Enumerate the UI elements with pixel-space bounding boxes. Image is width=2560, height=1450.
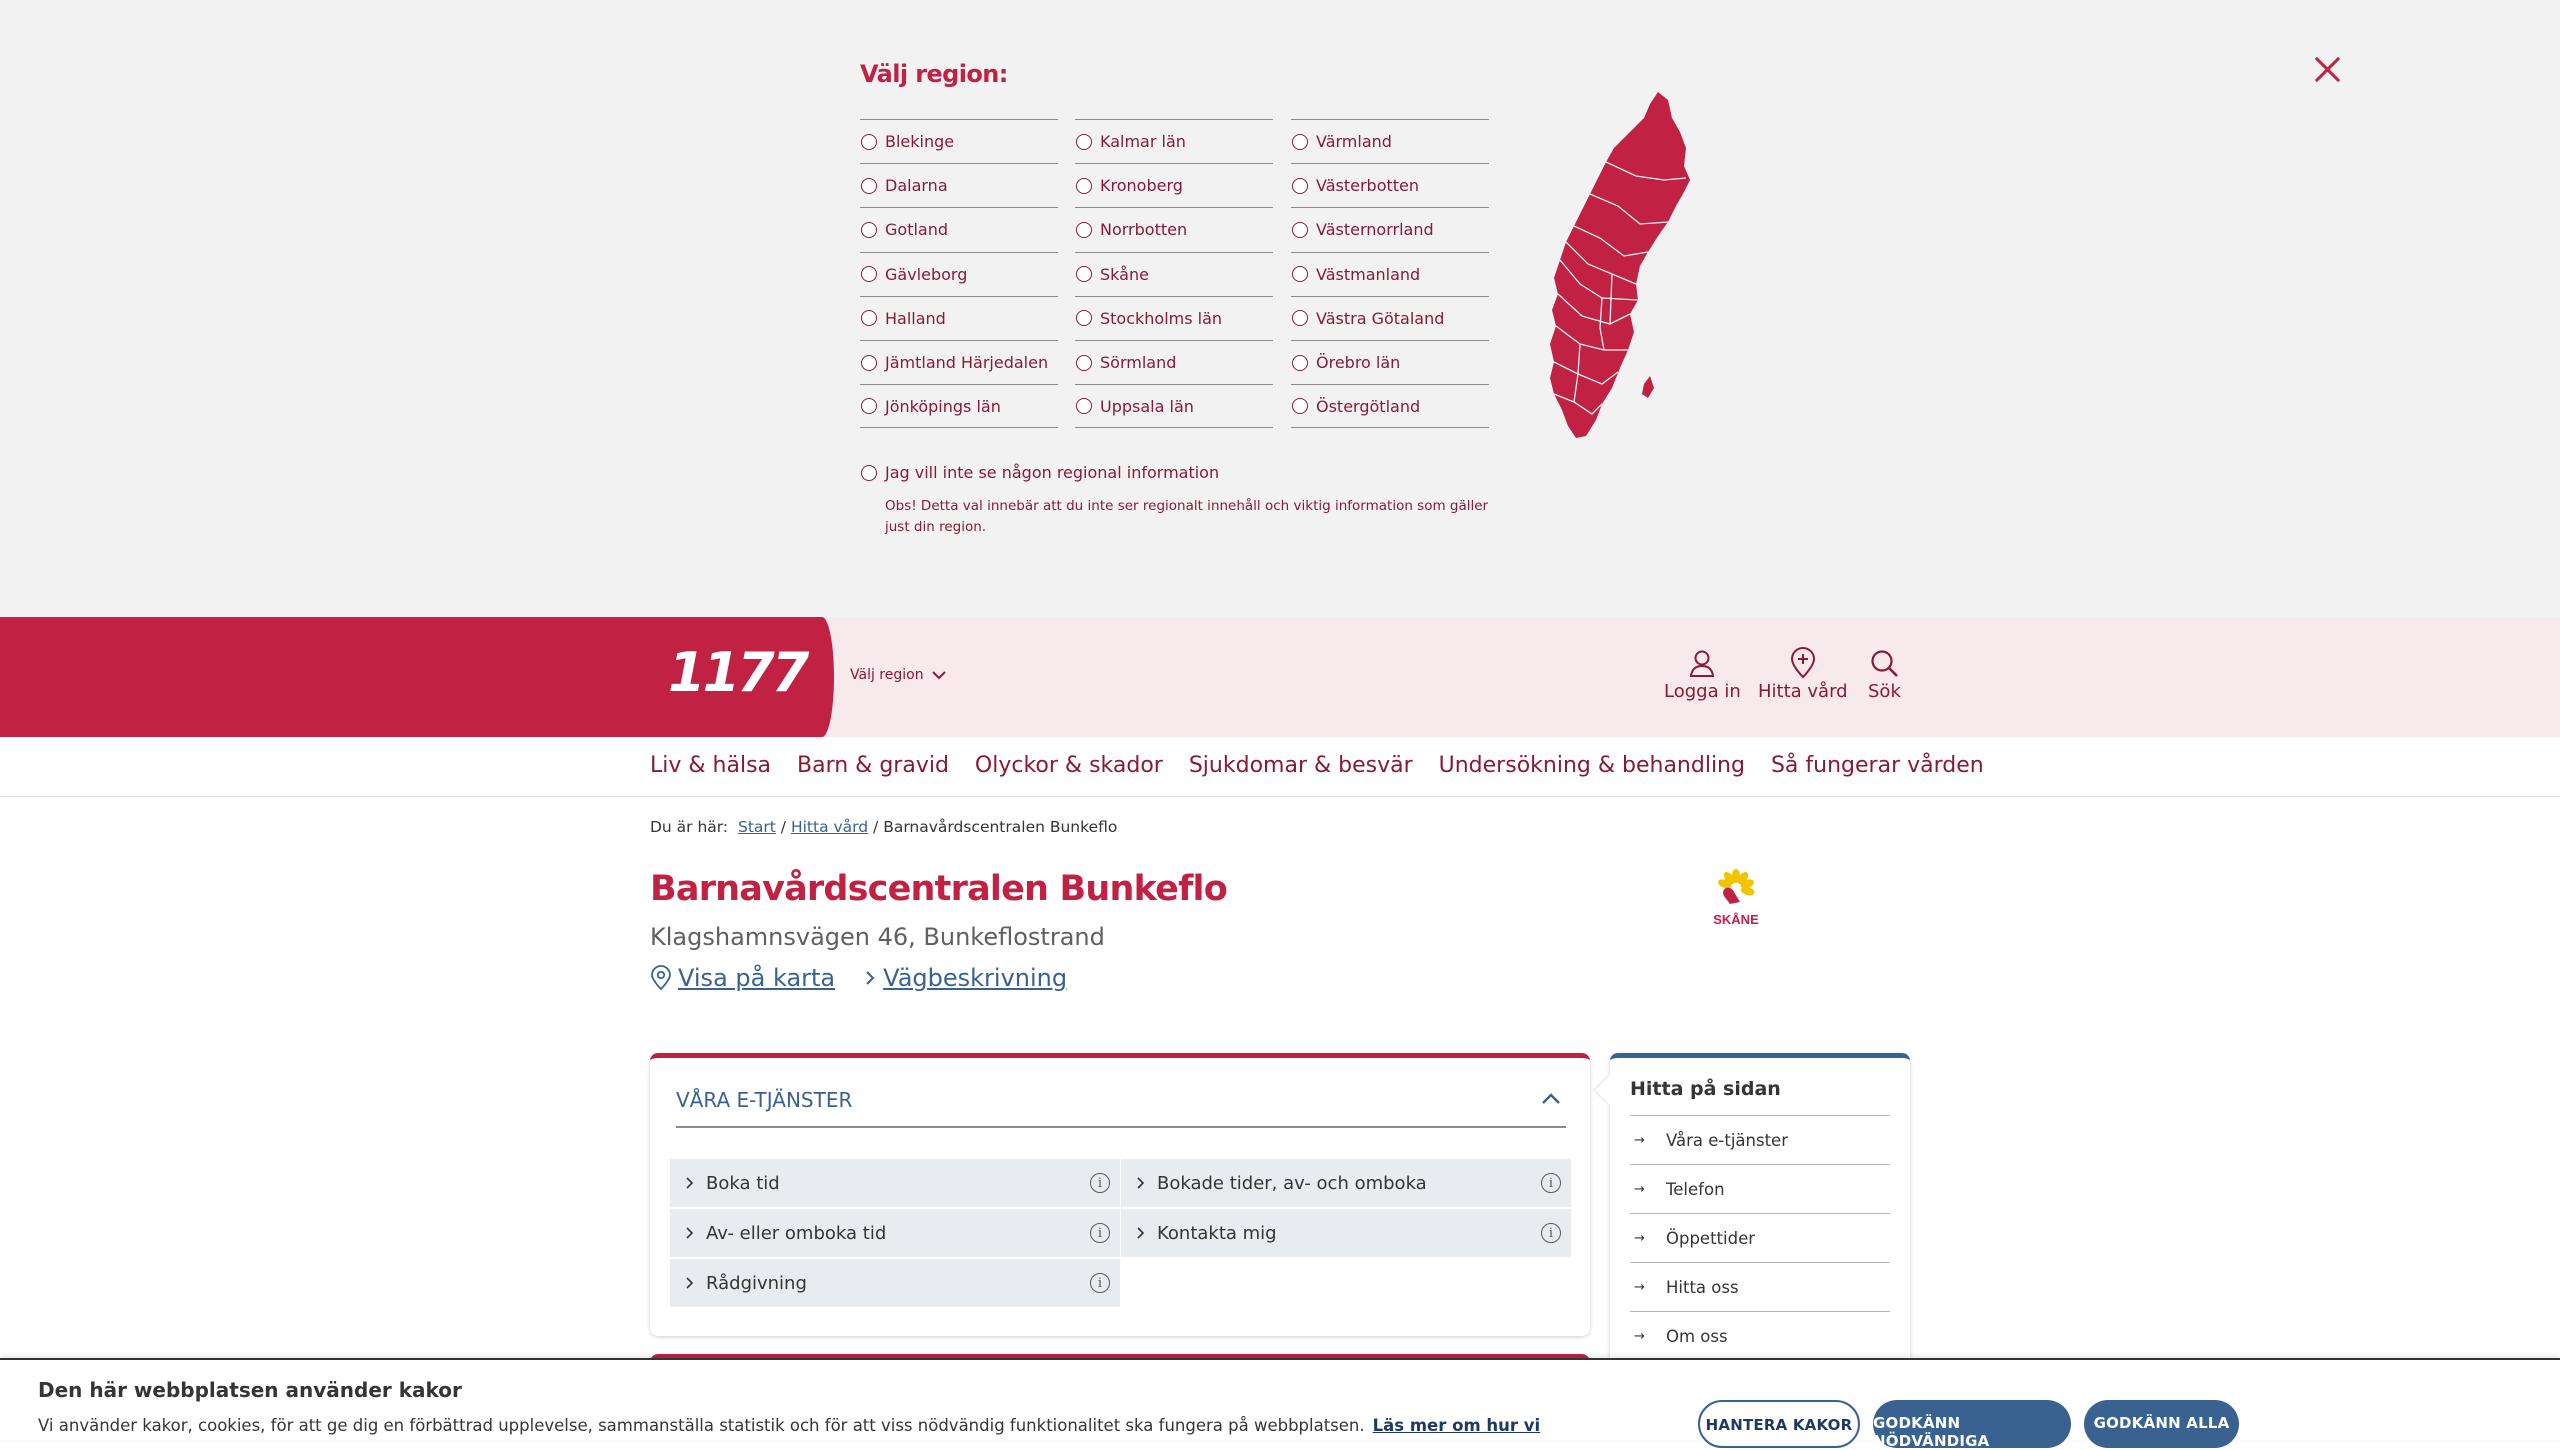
nav-item-sa-fungerar-varden[interactable]: Så fungerar vården [1770,753,1984,778]
chevron-right-icon [684,1227,696,1239]
radio-icon[interactable] [1292,222,1308,238]
region-option[interactable]: Sörmland [1075,340,1273,384]
chevron-right-icon [684,1277,696,1289]
cookie-banner [0,1358,2560,1450]
eservices-toggle[interactable]: VÅRA E-TJÄNSTER [676,1088,1566,1128]
radio-icon[interactable] [1076,222,1092,238]
user-icon [1686,647,1718,679]
accept-necessary-button[interactable]: GODKÄNN NÖDVÄNDIGA [1873,1400,2071,1448]
radio-icon[interactable] [1292,310,1308,326]
region-option[interactable]: Värmland [1291,119,1489,163]
info-icon[interactable]: i [1090,1223,1110,1243]
search-icon [1868,647,1900,679]
toc-item-om-oss[interactable]: → Om oss [1630,1311,1890,1360]
nav-item-olyckor-skador[interactable]: Olyckor & skador [974,753,1163,778]
radio-icon[interactable] [1076,178,1092,194]
eservices-card [650,1053,1590,1336]
cookie-read-more-link[interactable]: Läs mer om hur vi [1372,1416,1541,1435]
location-pin-icon [1787,647,1819,679]
chevron-right-icon [684,1177,696,1189]
region-option[interactable]: Örebro län [1291,340,1489,384]
manage-cookies-button[interactable]: HANTERA KAKOR [1698,1400,1860,1448]
arrow-right-icon: → [1634,1328,1645,1344]
site-logo[interactable]: 1177 [668,641,807,704]
arrow-right-icon: → [1634,1181,1645,1197]
eservice-kontakta-mig[interactable]: Kontakta mig i [1121,1209,1571,1257]
show-map-link[interactable]: Visa på karta [650,964,835,992]
arrow-right-icon: → [1634,1230,1645,1246]
region-option[interactable]: Västernorrland [1291,207,1489,251]
region-option[interactable]: Västra Götaland [1291,296,1489,340]
eservice-bokade-tider[interactable]: Bokade tider, av- och omboka i [1121,1159,1571,1207]
toc-item-e-tjanster[interactable]: → Våra e-tjänster [1630,1115,1890,1164]
radio-icon[interactable] [1076,310,1092,326]
site-header [0,617,2560,737]
region-selector-panel [0,0,2560,617]
find-care-button[interactable]: Hitta vård [1758,647,1848,702]
chevron-right-icon [1135,1227,1147,1239]
region-select-button[interactable]: Välj region [850,667,946,683]
directions-link[interactable]: Vägbeskrivning [863,964,1067,992]
region-column-2 [1075,119,1273,428]
radio-icon[interactable] [861,266,877,282]
region-option[interactable]: Östergötland [1291,384,1489,428]
region-option[interactable]: Norrbotten [1075,207,1273,251]
chevron-right-icon [863,971,877,985]
nav-item-undersokning-behandling[interactable]: Undersökning & behandling [1438,753,1745,778]
info-icon[interactable]: i [1541,1173,1561,1193]
region-option[interactable]: Västerbotten [1291,163,1489,207]
radio-icon[interactable] [861,398,877,414]
radio-icon[interactable] [861,465,877,481]
radio-icon[interactable] [861,222,877,238]
eservice-radgivning[interactable]: Rådgivning i [670,1259,1120,1307]
location-links [650,964,1067,992]
region-panel-title: Välj region: [860,60,1008,88]
chevron-down-icon [932,668,946,682]
region-option[interactable]: Blekinge [860,119,1058,163]
radio-icon[interactable] [861,134,877,150]
region-column-3 [1291,119,1489,428]
no-region-note: Obs! Detta val innebär att du inte ser regionalt innehåll och viktig information som gäller just din region. [885,498,1489,535]
radio-icon[interactable] [1076,266,1092,282]
radio-icon[interactable] [861,310,877,326]
breadcrumb-current: Barnavårdscentralen Bunkeflo [883,818,1118,836]
region-option[interactable]: Kronoberg [1075,163,1273,207]
radio-icon[interactable] [1292,398,1308,414]
toc-title: Hitta på sidan [1630,1078,1781,1100]
accept-all-button[interactable]: GODKÄNN ALLA [2084,1400,2239,1448]
region-option[interactable]: Halland [860,296,1058,340]
toc-item-oppettider[interactable]: → Öppettider [1630,1213,1890,1262]
toc-item-hitta-oss[interactable]: → Hitta oss [1630,1262,1890,1311]
eservice-boka-tid[interactable]: Boka tid i [670,1159,1120,1207]
radio-icon[interactable] [1292,266,1308,282]
info-icon[interactable]: i [1090,1273,1110,1293]
region-option[interactable]: Uppsala län [1075,384,1273,428]
region-option[interactable]: Stockholms län [1075,296,1273,340]
chevron-up-icon [1540,1088,1562,1110]
radio-icon[interactable] [861,355,877,371]
toc-item-telefon[interactable]: → Telefon [1630,1164,1890,1213]
region-option[interactable]: Dalarna [860,163,1058,207]
nav-item-liv-halsa[interactable]: Liv & hälsa [650,753,772,778]
search-button[interactable]: Sök [1868,647,1901,702]
page-title: Barnavårdscentralen Bunkeflo [650,869,1227,909]
region-option[interactable]: Västmanland [1291,252,1489,296]
chevron-right-icon [1135,1177,1147,1189]
login-button[interactable]: Logga in [1664,647,1741,702]
info-icon[interactable]: i [1541,1223,1561,1243]
clinic-address: Klagshamnsvägen 46, Bunkeflostrand [650,923,1105,951]
region-option[interactable]: Kalmar län [1075,119,1273,163]
cookie-title: Den här webbplatsen använder kakor [38,1378,462,1402]
radio-icon[interactable] [1292,355,1308,371]
radio-icon[interactable] [1076,398,1092,414]
location-pin-icon [650,966,672,990]
radio-icon[interactable] [1292,178,1308,194]
nav-item-sjukdomar-besvar[interactable]: Sjukdomar & besvär [1188,753,1413,778]
close-icon[interactable] [2313,55,2343,85]
sweden-map-icon[interactable] [1540,88,1700,440]
breadcrumb: Du är här: Start / Hitta vård / Barnavårdscentralen Bunkeflo [650,818,1118,836]
radio-icon[interactable] [1076,134,1092,150]
radio-icon[interactable] [861,178,877,194]
breadcrumb-start-link[interactable]: Start [738,818,776,836]
on-page-navigation [1610,1053,1910,1373]
region-option[interactable]: Gotland [860,207,1058,251]
region-option[interactable]: Jönköpings län [860,384,1058,428]
eservice-av-omboka-tid[interactable]: Av- eller omboka tid i [670,1209,1120,1257]
info-icon[interactable]: i [1090,1173,1110,1193]
region-column-1 [860,119,1058,428]
radio-icon[interactable] [1076,355,1092,371]
radio-icon[interactable] [1292,134,1308,150]
nav-item-barn-gravid[interactable]: Barn & gravid [797,753,949,778]
region-option[interactable]: Skåne [1075,252,1273,296]
svg-text:SKÅNE: SKÅNE [1713,912,1759,927]
region-option[interactable]: Jämtland Härjedalen [860,340,1058,384]
main-navigation [0,737,2560,797]
arrow-right-icon: → [1634,1279,1645,1295]
cookie-text: Vi använder kakor, cookies, för att ge dig en förbättrad upplevelse, sammanställa statistik och för att viss nödvändig funktionalitet ska fungera på webbplatsen. Läs mer om hur vi [38,1416,1541,1435]
arrow-right-icon: → [1634,1132,1645,1148]
region-skane-logo [1700,868,1772,928]
breadcrumb-find-care-link[interactable]: Hitta vård [790,818,869,836]
region-option[interactable]: Gävleborg [860,252,1058,296]
no-region-option[interactable]: Jag vill inte se någon regional information [860,463,1219,482]
